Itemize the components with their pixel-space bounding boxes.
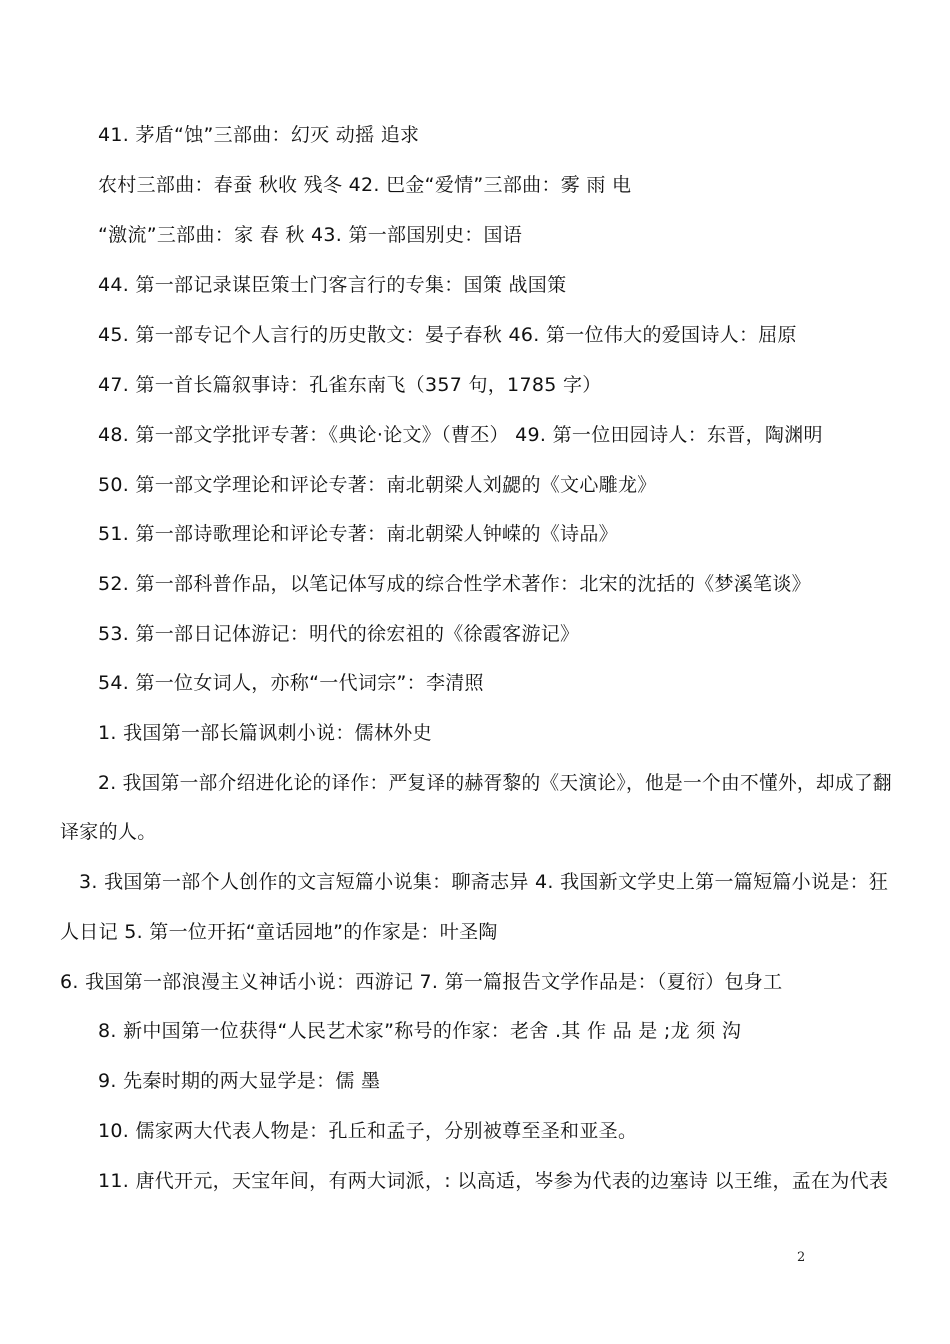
text-line: “激流”三部曲：家 春 秋 43. 第一部国别史：国语 xyxy=(98,224,523,246)
text-line: 53. 第一部日记体游记：明代的徐宏祖的《徐霞客游记》 xyxy=(98,623,580,645)
text-line: 52. 第一部科普作品，以笔记体写成的综合性学术著作：北宋的沈括的《梦溪笔谈》 xyxy=(98,573,811,595)
text-line: 44. 第一部记录谋臣策士门客言行的专集：国策 战国策 xyxy=(98,274,567,296)
text-line: 11. 唐代开元，天宝年间，有两大词派，: 以高适，岑参为代表的边塞诗 以王维，孟在为代表 xyxy=(98,1170,889,1192)
text-line: 41. 茅盾“蚀”三部曲：幻灭 动摇 追求 xyxy=(98,124,420,146)
text-line: 54. 第一位女词人，亦称“一代词宗”：李清照 xyxy=(98,672,484,694)
text-line: 译家的人。 xyxy=(60,821,157,843)
text-line: 9. 先秦时期的两大显学是：儒 墨 xyxy=(98,1070,381,1092)
text-line: 47. 第一首长篇叙事诗：孔雀东南飞（357 句，1785 字） xyxy=(98,374,602,396)
text-line: 45. 第一部专记个人言行的历史散文：晏子春秋 46. 第一位伟大的爱国诗人：屈原 xyxy=(98,324,797,346)
text-line: 1. 我国第一部长篇讽刺小说：儒林外史 xyxy=(98,722,432,744)
text-line: 50. 第一部文学理论和评论专著：南北朝梁人刘勰的《文心雕龙》 xyxy=(98,474,657,496)
text-line: 农村三部曲：春蚕 秋收 残冬 42. 巴金“爱情”三部曲：雾 雨 电 xyxy=(98,174,632,196)
text-line: 10. 儒家两大代表人物是：孔丘和孟子，分别被尊至圣和亚圣。 xyxy=(98,1120,638,1142)
page-number: 2 xyxy=(797,1250,806,1265)
text-line: 51. 第一部诗歌理论和评论专著：南北朝梁人钟嵘的《诗品》 xyxy=(98,523,618,545)
text-line: 人日记 5. 第一位开拓“童话园地”的作家是：叶圣陶 xyxy=(60,921,498,943)
text-line: 6. 我国第一部浪漫主义神话小说：西游记 7. 第一篇报告文学作品是：（夏衍）包身工 xyxy=(60,971,783,993)
text-line: 2. 我国第一部介绍进化论的译作：严复译的赫胥黎的《天演论》，他是一个由不懂外，却成了翻 xyxy=(98,772,892,794)
text-line: 48. 第一部文学批评专著：《典论·论文》（曹丕） 49. 第一位田园诗人：东晋，陶渊明 xyxy=(98,424,823,446)
text-line: 3. 我国第一部个人创作的文言短篇小说集：聊斋志异 4. 我国新文学史上第一篇短篇小说是：狂 xyxy=(79,871,889,893)
text-line: 8. 新中国第一位获得“人民艺术家”称号的作家：老舍 .其 作 品 是 ;龙 须 沟 xyxy=(98,1020,742,1042)
